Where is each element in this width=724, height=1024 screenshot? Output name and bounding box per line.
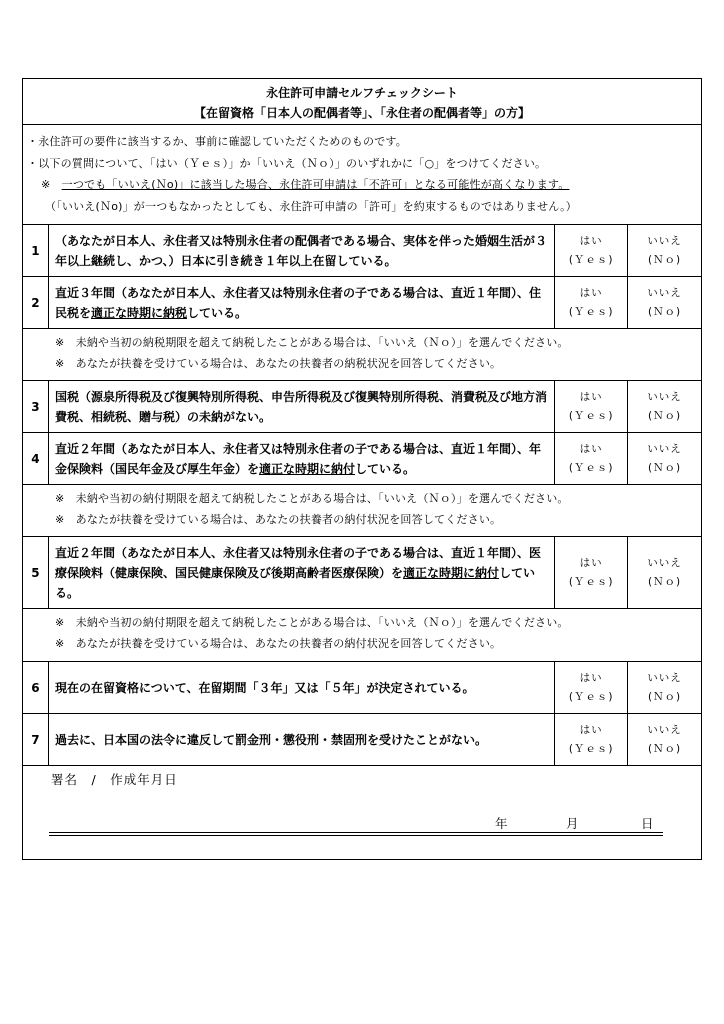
yes-label-en: (Ｙｅｓ) xyxy=(568,253,614,266)
yes-label: はい xyxy=(579,671,603,684)
question-number: 7 xyxy=(23,714,49,765)
instruction-warning xyxy=(27,174,701,196)
answer-yes[interactable] xyxy=(555,433,628,484)
answer-no[interactable] xyxy=(628,277,701,328)
check-sheet-frame xyxy=(22,78,702,860)
yes-label: はい xyxy=(579,556,603,569)
answer-no[interactable] xyxy=(628,225,701,276)
no-label: いいえ xyxy=(647,234,682,247)
date-month-label: 月 xyxy=(566,816,579,831)
question-text: 直近２年間（あなたが日本人、永住者又は特別永住者の子である場合は、直近１年間）、医療保険料（健康保険、国民健康保険及び後期高齢者医療保険）を適正な時期に納付している。 xyxy=(49,537,555,608)
question-row-4 xyxy=(23,433,701,485)
no-label-en: (Ｎｏ) xyxy=(647,461,682,474)
title-block xyxy=(23,79,701,125)
question-text: 現在の在留資格について、在留期間「３年」又は「５年」が決定されている。 xyxy=(49,662,555,713)
answer-yes[interactable] xyxy=(555,662,628,713)
question-text: 直近３年間（あなたが日本人、永住者又は特別永住者の子である場合は、直近１年間）、住民税を適正な時期に納税している。 xyxy=(49,277,555,328)
instructions xyxy=(23,125,701,225)
question-row-3 xyxy=(23,381,701,433)
instruction-line-2: ・以下の質問について、「はい（Ｙｅｓ）」か「いいえ（Ｎｏ）」のいずれかに「○」をつけてください。 xyxy=(27,156,547,170)
yes-label: はい xyxy=(579,442,603,455)
yes-label-en: (Ｙｅｓ) xyxy=(568,575,614,588)
question-number: 4 xyxy=(23,433,49,484)
question-number: 5 xyxy=(23,537,49,608)
yes-label: はい xyxy=(579,286,603,299)
no-label-en: (Ｎｏ) xyxy=(647,253,682,266)
sheet-subtitle: 【在留資格「日本人の配偶者等」、「永住者の配偶者等」の方】 xyxy=(193,106,530,120)
note-line: ※ 未納や当初の納税期限を超えて納税したことがある場合は、「いいえ（Ｎｏ）」を選んでください。 xyxy=(55,336,569,349)
question-number: 3 xyxy=(23,381,49,432)
no-label: いいえ xyxy=(647,390,682,403)
question-row-6 xyxy=(23,662,701,714)
yes-label-en: (Ｙｅｓ) xyxy=(568,690,614,703)
yes-label-en: (Ｙｅｓ) xyxy=(568,409,614,422)
no-label: いいえ xyxy=(647,442,682,455)
warning-text: 一つでも「いいえ(Ｎo)」に該当した場合、永住許可申請は「不許可」となる可能性が高くなります。 xyxy=(61,178,570,191)
no-label: いいえ xyxy=(647,723,682,736)
answer-yes[interactable] xyxy=(555,277,628,328)
note-block-4 xyxy=(23,485,701,537)
no-label: いいえ xyxy=(647,556,682,569)
question-number: 2 xyxy=(23,277,49,328)
yes-label-en: (Ｙｅｓ) xyxy=(568,742,614,755)
answer-no[interactable] xyxy=(628,537,701,608)
sheet-title: 永住許可申請セルフチェックシート xyxy=(266,86,458,100)
note-block-5 xyxy=(23,609,701,662)
no-label-en: (Ｎｏ) xyxy=(647,409,682,422)
yes-label-en: (Ｙｅｓ) xyxy=(568,461,614,474)
instruction-line-4: （「いいえ(Ｎo)」が一つもなかったとしても、永住許可申請の「許可」を約束するものではありません。） xyxy=(45,199,577,213)
date-year-label: 年 xyxy=(495,816,508,831)
instruction-line-1: ・永住許可の要件に該当するか、事前に確認していただくためのものです。 xyxy=(27,135,407,148)
answer-no[interactable] xyxy=(628,662,701,713)
no-label-en: (Ｎｏ) xyxy=(647,742,682,755)
question-row-1 xyxy=(23,225,701,277)
date-day-label: 日 xyxy=(641,816,654,831)
question-number: 6 xyxy=(23,662,49,713)
note-line: ※ 未納や当初の納付期限を超えて納税したことがある場合は、「いいえ（Ｎｏ）」を選んでください。 xyxy=(55,492,569,505)
yes-label: はい xyxy=(579,390,603,403)
answer-yes[interactable] xyxy=(555,225,628,276)
note-line: ※ あなたが扶養を受けている場合は、あなたの扶養者の納付状況を回答してください。 xyxy=(55,637,502,650)
note-line: ※ あなたが扶養を受けている場合は、あなたの扶養者の納付状況を回答してください。 xyxy=(55,513,502,526)
answer-no[interactable] xyxy=(628,714,701,765)
question-row-5 xyxy=(23,537,701,609)
question-text: （あなたが日本人、永住者又は特別永住者の配偶者である場合、実体を伴った婚姻生活が３年以上継続し、かつ、）日本に引き続き１年以上在留している。 xyxy=(49,225,555,276)
note-line: ※ あなたが扶養を受けている場合は、あなたの扶養者の納税状況を回答してください。 xyxy=(55,357,502,370)
no-label-en: (Ｎｏ) xyxy=(647,575,682,588)
yes-label: はい xyxy=(579,723,603,736)
question-text: 国税（源泉所得税及び復興特別所得税、申告所得税及び復興特別所得税、消費税及び地方消費税、相続税、贈与税）の未納がない。 xyxy=(49,381,555,432)
note-block-2 xyxy=(23,329,701,381)
no-label: いいえ xyxy=(647,286,682,299)
answer-no[interactable] xyxy=(628,433,701,484)
signature-block[interactable] xyxy=(23,766,701,861)
warning-mark: ※ xyxy=(41,178,62,191)
signature-label: 署名 / 作成年月日 xyxy=(51,772,178,787)
note-line: ※ 未納や当初の納付期限を超えて納税したことがある場合は、「いいえ（Ｎｏ）」を選んでください。 xyxy=(55,616,569,629)
yes-label-en: (Ｙｅｓ) xyxy=(568,305,614,318)
answer-yes[interactable] xyxy=(555,537,628,608)
answer-yes[interactable] xyxy=(555,381,628,432)
answer-yes[interactable] xyxy=(555,714,628,765)
question-text: 過去に、日本国の法令に違反して罰金刑・懲役刑・禁固刑を受けたことがない。 xyxy=(49,714,555,765)
yes-label: はい xyxy=(579,234,603,247)
signature-line xyxy=(49,832,663,833)
signature-line-double xyxy=(49,835,663,836)
question-row-2 xyxy=(23,277,701,329)
question-row-7 xyxy=(23,714,701,766)
no-label-en: (Ｎｏ) xyxy=(647,305,682,318)
question-text: 直近２年間（あなたが日本人、永住者又は特別永住者の子である場合は、直近１年間）、年金保険料（国民年金及び厚生年金）を適正な時期に納付している。 xyxy=(49,433,555,484)
no-label: いいえ xyxy=(647,671,682,684)
question-number: 1 xyxy=(23,225,49,276)
no-label-en: (Ｎｏ) xyxy=(647,690,682,703)
answer-no[interactable] xyxy=(628,381,701,432)
